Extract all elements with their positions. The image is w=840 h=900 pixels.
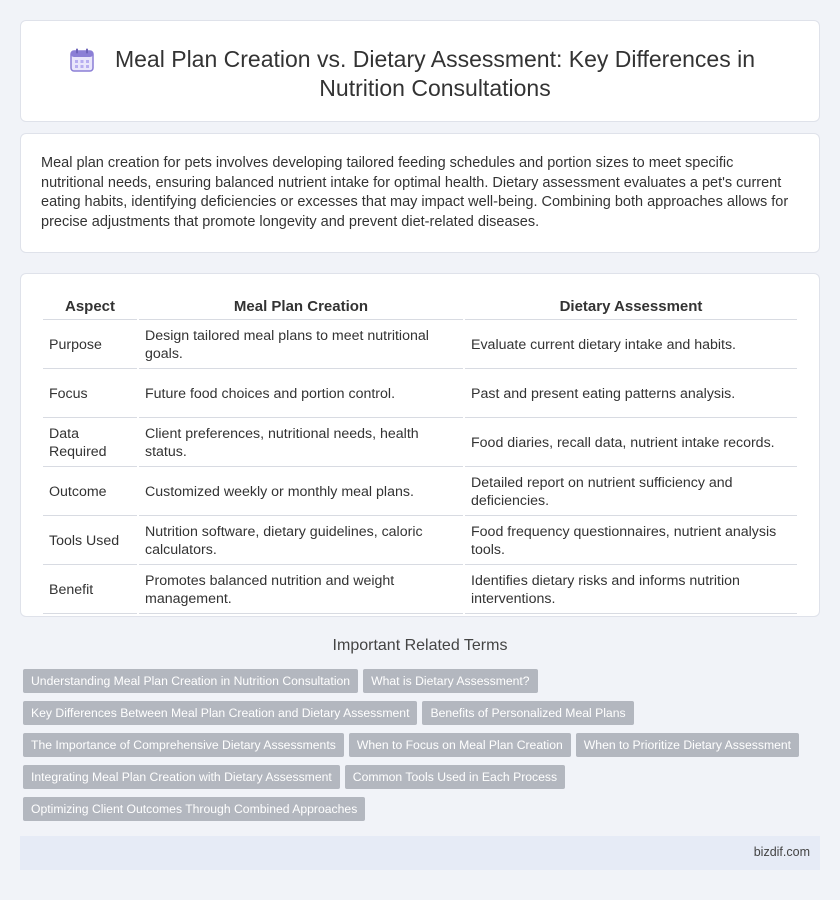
cell-dietary: Food frequency questionnaires, nutrient analysis tools. xyxy=(465,518,797,565)
comparison-table xyxy=(41,292,799,616)
header-dietary-assessment: Dietary Assessment xyxy=(465,294,797,320)
related-term-link[interactable]: When to Prioritize Dietary Assessment xyxy=(576,733,799,757)
header-meal-plan-creation: Meal Plan Creation xyxy=(139,294,463,320)
cell-aspect: Tools Used xyxy=(43,518,137,565)
cell-meal-plan: Client preferences, nutritional needs, health status. xyxy=(139,420,463,467)
related-terms-heading: Important Related Terms xyxy=(332,637,508,654)
tag-row xyxy=(23,669,823,701)
related-term-link[interactable]: Common Tools Used in Each Process xyxy=(345,765,565,789)
table-row xyxy=(43,420,797,467)
table-row xyxy=(43,371,797,418)
tag-row xyxy=(23,797,823,829)
cell-aspect: Benefit xyxy=(43,567,137,614)
related-term-link[interactable]: What is Dietary Assessment? xyxy=(363,669,538,693)
cell-dietary: Detailed report on nutrient sufficiency and deficiencies. xyxy=(465,469,797,516)
cell-meal-plan: Future food choices and portion control. xyxy=(139,371,463,418)
footer-site-name[interactable]: bizdif.com xyxy=(753,845,810,859)
header-aspect: Aspect xyxy=(43,294,137,320)
cell-aspect: Focus xyxy=(43,371,137,418)
cell-dietary: Evaluate current dietary intake and habits. xyxy=(465,322,797,369)
cell-meal-plan: Customized weekly or monthly meal plans. xyxy=(139,469,463,516)
related-terms-list xyxy=(23,669,823,829)
tag-row xyxy=(23,701,823,733)
cell-dietary: Identifies dietary risks and informs nutrition interventions. xyxy=(465,567,797,614)
related-term-link[interactable]: When to Focus on Meal Plan Creation xyxy=(349,733,571,757)
related-term-link[interactable]: The Importance of Comprehensive Dietary Assessments xyxy=(23,733,344,757)
table-row xyxy=(43,518,797,565)
table-header-row xyxy=(43,294,797,320)
tag-row xyxy=(23,765,823,797)
related-term-link[interactable]: Benefits of Personalized Meal Plans xyxy=(422,701,633,725)
cell-dietary: Past and present eating patterns analysis. xyxy=(465,371,797,418)
related-term-link[interactable]: Key Differences Between Meal Plan Creation and Dietary Assessment xyxy=(23,701,417,725)
related-term-link[interactable]: Optimizing Client Outcomes Through Combined Approaches xyxy=(23,797,365,821)
cell-dietary: Food diaries, recall data, nutrient intake records. xyxy=(465,420,797,467)
cell-aspect: Purpose xyxy=(43,322,137,369)
cell-meal-plan: Nutrition software, dietary guidelines, caloric calculators. xyxy=(139,518,463,565)
intro-paragraph: Meal plan creation for pets involves developing tailored feeding schedules and portion sizes to meet specific nutritional needs, ensuring balanced nutrient intake for optimal health. Dietary assessment evaluates a pet's current eating habits, identifying deficiencies or excesses that may impact well-being. Combining both approaches allows for precise adjustments that promote longevity and prevent diet-related diseases. xyxy=(41,155,789,230)
comparison-table-card xyxy=(20,273,820,617)
related-term-link[interactable]: Integrating Meal Plan Creation with Dietary Assessment xyxy=(23,765,340,789)
cell-aspect: Outcome xyxy=(43,469,137,516)
page-title: Meal Plan Creation vs. Dietary Assessment: Key Differences in Nutrition Consultations xyxy=(114,46,755,101)
table-row xyxy=(43,567,797,614)
footer-bar xyxy=(20,836,820,870)
tag-row xyxy=(23,733,823,765)
cell-meal-plan: Promotes balanced nutrition and weight management. xyxy=(139,567,463,614)
intro-card xyxy=(20,133,820,253)
cell-meal-plan: Design tailored meal plans to meet nutritional goals. xyxy=(139,322,463,369)
table-row xyxy=(43,469,797,516)
title-card xyxy=(20,20,820,122)
cell-aspect: Data Required xyxy=(43,420,137,467)
related-term-link[interactable]: Understanding Meal Plan Creation in Nutrition Consultation xyxy=(23,669,358,693)
table-row xyxy=(43,322,797,369)
